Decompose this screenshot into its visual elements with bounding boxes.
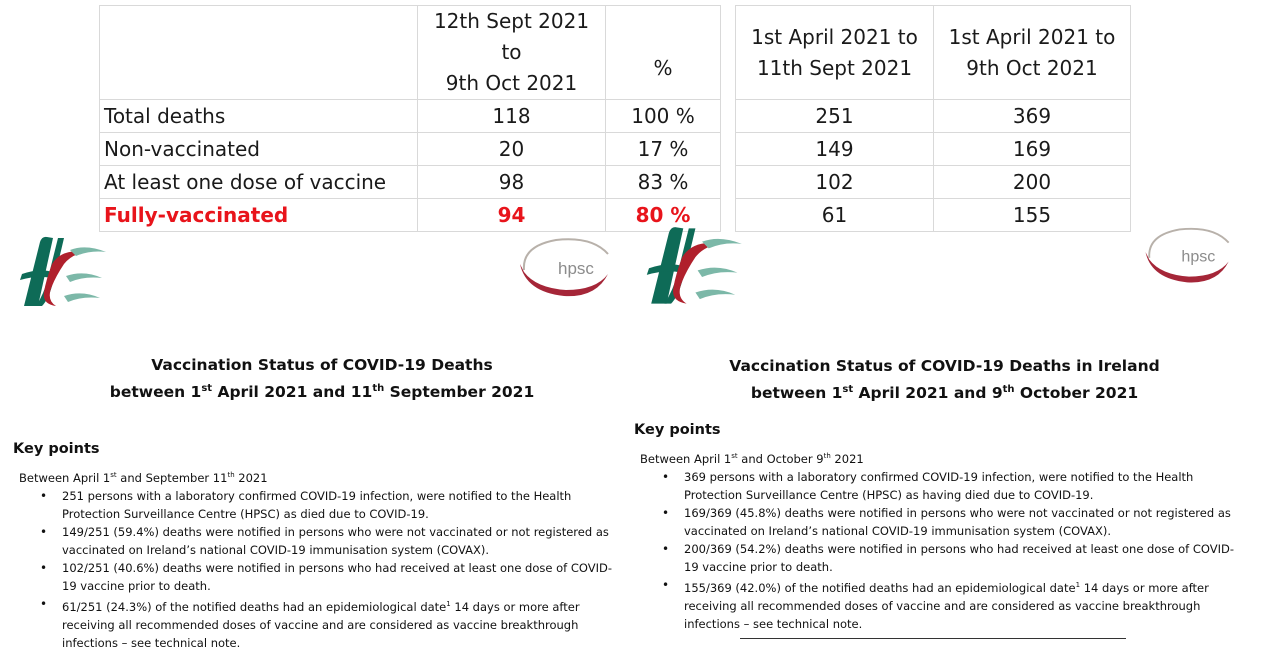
hpsc-logo-text: hpsc	[1181, 247, 1216, 266]
bullet-icon: •	[40, 597, 48, 611]
footnote-divider	[740, 638, 1126, 639]
row-label: Fully-vaccinated	[100, 199, 418, 232]
cell-value: 118	[418, 100, 606, 133]
intro-sup: th	[823, 452, 831, 461]
table-row	[100, 133, 1131, 166]
cell-gap	[721, 133, 736, 166]
bullet-icon: •	[662, 470, 670, 484]
header-line: 9th Oct 2021	[445, 71, 578, 95]
list-item	[648, 468, 1248, 504]
cell-gap	[721, 100, 736, 133]
intro-part: Between April 1	[640, 452, 732, 466]
list-item-text: 102/251 (40.6%) deaths were notified in persons who had received at least one dose of COVID-19 vaccine prior to death.	[62, 561, 612, 593]
list-item	[26, 523, 620, 559]
header-col-1apr-11sept	[736, 6, 934, 100]
header-line: 1st April 2021 to	[751, 24, 918, 49]
bullet-icon: •	[662, 542, 670, 556]
bullet-icon: •	[662, 506, 670, 520]
intro-sup: st	[110, 471, 117, 480]
bullet-icon: •	[662, 578, 670, 592]
document-title	[0, 353, 644, 404]
hpsc-logo-icon	[516, 230, 616, 302]
cell-value: 102	[736, 166, 934, 199]
list-item-text: 169/369 (45.8%) deaths were notified in persons who were not vaccinated or not registered as vaccinated on Ireland’s national COVID-19 immunisation system (COVAX).	[684, 506, 1231, 538]
title-text: between 1	[750, 384, 843, 403]
title-sup: st	[201, 383, 213, 394]
intro-sup: st	[731, 452, 738, 461]
list-item-text: 200/369 (54.2%) deaths were notified in persons who had received at least one dose of COVID-19 vaccine prior to death.	[684, 542, 1234, 574]
row-label: At least one dose of vaccine	[100, 166, 418, 199]
header-col-1apr-9oct	[934, 6, 1131, 100]
footnote-ref: 1	[446, 600, 451, 608]
intro-sup: th	[227, 471, 235, 480]
cell-value: 20	[418, 133, 606, 166]
intro-text	[19, 471, 268, 485]
header-col-12sept-9oct	[418, 6, 606, 100]
list-item-text: 61/251 (24.3%) of the notified deaths had an epidemiological date	[62, 599, 447, 614]
left-document	[0, 220, 630, 656]
header-line: %	[653, 55, 673, 80]
hse-logo-icon	[636, 224, 746, 308]
intro-part: 2021	[234, 471, 268, 485]
cell-value: 155	[934, 199, 1131, 232]
list-item	[648, 504, 1248, 540]
key-points-list	[26, 487, 620, 652]
cell-value: 149	[736, 133, 934, 166]
cell-value: 98	[418, 166, 606, 199]
list-item	[26, 595, 620, 652]
list-item-text: 14 days or more after receiving all recommended doses of vaccine and are considered as vaccine breakthrough infections – see technical note.	[62, 599, 580, 650]
cell-value: 94	[418, 199, 606, 232]
cell-percent: 17 %	[606, 133, 721, 166]
list-item	[26, 487, 620, 523]
list-item	[26, 559, 620, 595]
title-text: September 2021	[384, 383, 535, 402]
cell-gap	[721, 166, 736, 199]
hpsc-logo-icon	[1140, 220, 1238, 288]
intro-part: and September 11	[116, 471, 228, 485]
deaths-table	[99, 5, 1131, 232]
hpsc-logo-text: hpsc	[558, 259, 594, 278]
header-line: 11th Sept 2021	[756, 55, 913, 80]
bullet-icon: •	[40, 489, 48, 503]
intro-text	[640, 452, 864, 466]
bullet-icon: •	[40, 525, 48, 539]
key-points-heading: Key points	[13, 441, 100, 457]
title-text: April 2021 and 9	[853, 384, 1003, 403]
cell-percent: 100 %	[606, 100, 721, 133]
title-sup: th	[1002, 384, 1015, 395]
cell-value: 251	[736, 100, 934, 133]
hse-logo-icon	[12, 234, 108, 310]
title-text: October 2021	[1014, 384, 1139, 403]
header-line: 9th Oct 2021	[966, 55, 1098, 80]
list-item	[648, 540, 1248, 576]
key-points-heading: Key points	[634, 422, 721, 438]
cell-percent: 83 %	[606, 166, 721, 199]
list-item	[648, 576, 1248, 633]
bullet-icon: •	[40, 561, 48, 575]
table-header-row	[100, 6, 1131, 100]
cell-percent: 80 %	[606, 199, 721, 232]
title-sup: th	[372, 383, 385, 394]
title-sup: st	[842, 384, 854, 395]
title-text: April 2021 and 11	[212, 383, 373, 402]
header-col-percent	[606, 6, 721, 100]
right-document	[630, 220, 1280, 656]
document-title	[630, 354, 1259, 405]
cell-value: 169	[934, 133, 1131, 166]
key-points-list	[648, 468, 1248, 633]
list-item-text: 369 persons with a laboratory confirmed COVID-19 infection, were notified to the Health Protection Surveillance Centre (HPSC) as having died due to COVID-19.	[684, 470, 1194, 502]
header-line: 1st April 2021 to	[948, 24, 1116, 49]
cell-value: 200	[934, 166, 1131, 199]
header-line: 12th Sept 2021 to	[433, 9, 590, 64]
list-item-text: 14 days or more after receiving all recommended doses of vaccine and are considered as vaccine breakthrough infections – see technical note.	[684, 580, 1209, 631]
list-item-text: 155/369 (42.0%) of the notified deaths had an epidemiological date	[684, 580, 1076, 595]
list-item-text: 149/251 (59.4%) deaths were notified in persons who were not vaccinated or not registered as vaccinated on Ireland’s national COVID-19 immunisation system (COVAX).	[62, 525, 609, 557]
table-row	[100, 100, 1131, 133]
intro-part: Between April 1	[19, 471, 111, 485]
intro-part: and October 9	[737, 452, 824, 466]
row-label: Non-vaccinated	[100, 133, 418, 166]
title-line1: Vaccination Status of COVID-19 Deaths	[151, 356, 493, 374]
header-empty	[100, 6, 418, 100]
title-text: between 1	[109, 383, 202, 402]
intro-part: 2021	[830, 452, 864, 466]
footnote-ref: 1	[1075, 581, 1081, 589]
cell-value: 61	[736, 199, 934, 232]
list-item-text: 251 persons with a laboratory confirmed COVID-19 infection, were notified to the Health Protection Surveillance Centre (HPSC) as died due to COVID-19.	[62, 489, 572, 521]
title-line2	[630, 378, 1259, 405]
table-row	[100, 166, 1131, 199]
title-line2	[0, 377, 644, 404]
cell-value: 369	[934, 100, 1131, 133]
header-gap	[721, 6, 736, 100]
title-line1: Vaccination Status of COVID-19 Deaths in Ireland	[729, 357, 1160, 375]
row-label: Total deaths	[100, 100, 418, 133]
